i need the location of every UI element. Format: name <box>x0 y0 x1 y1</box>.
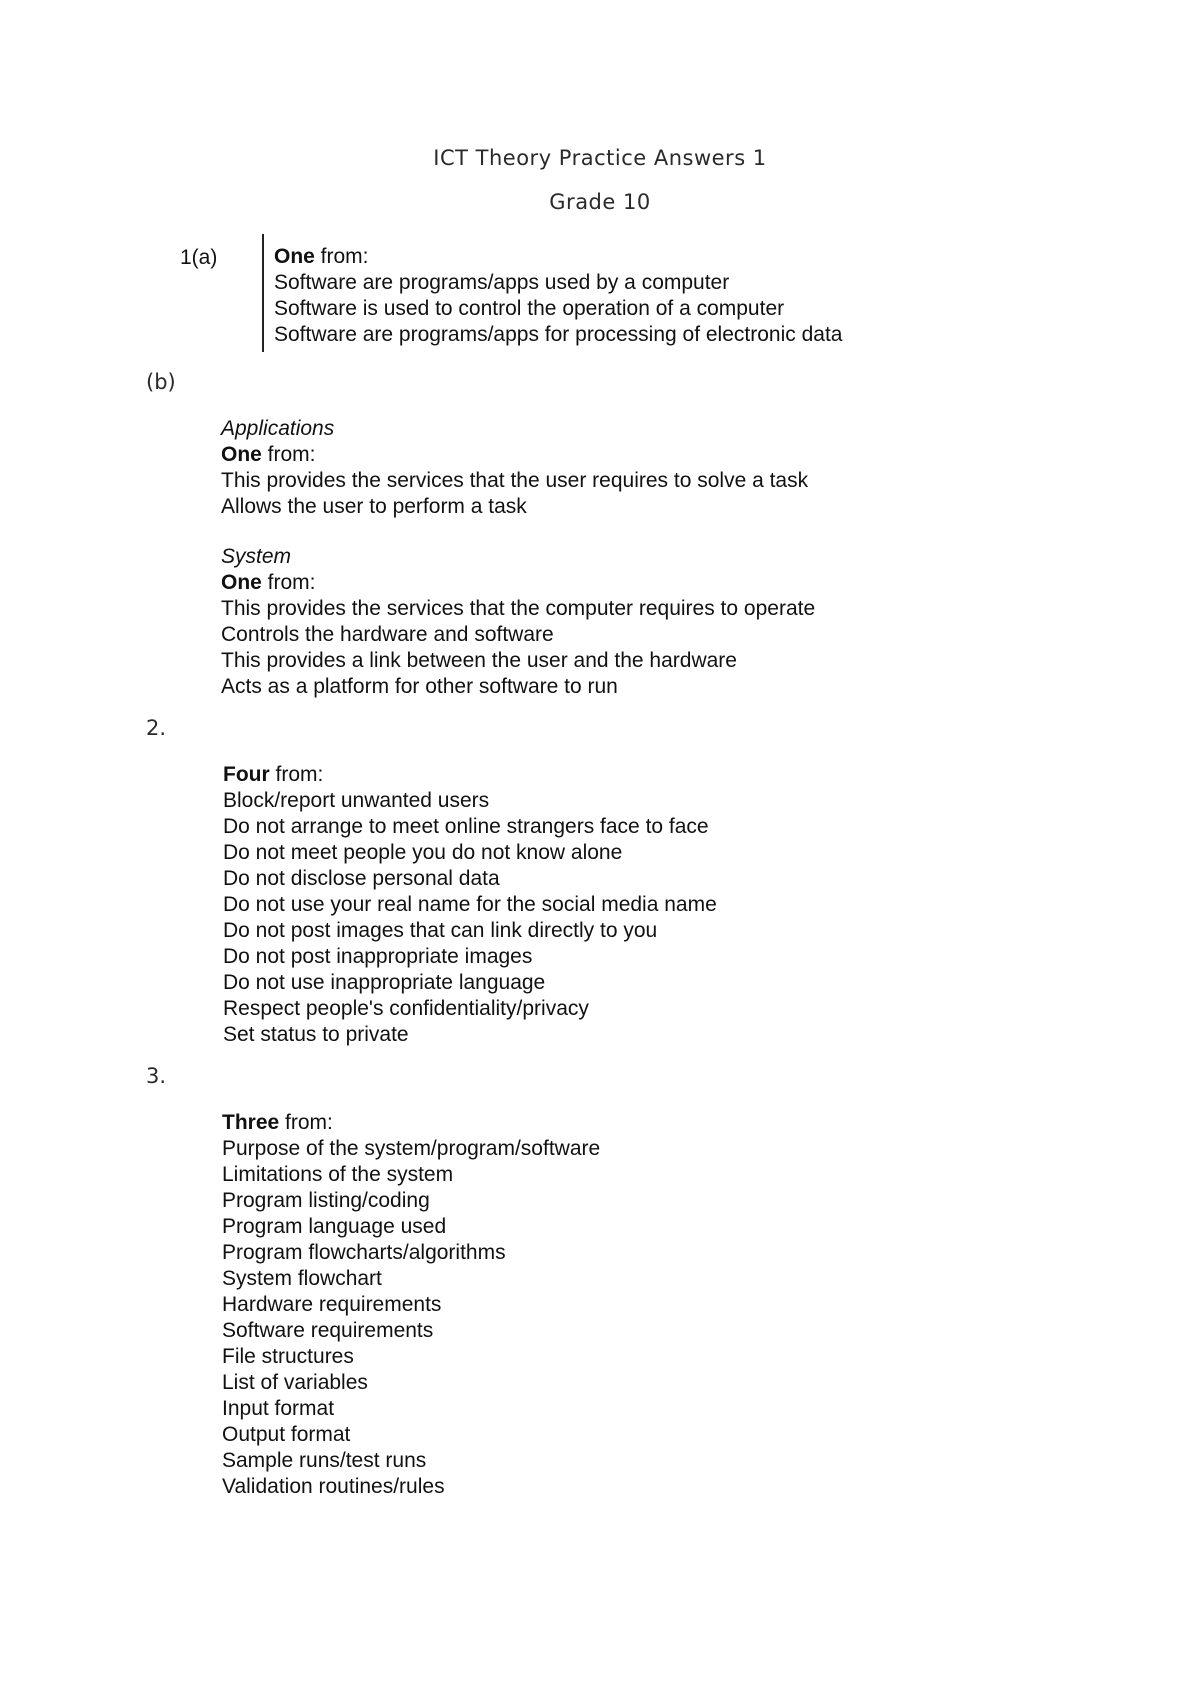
question-1a-answer: Software is used to control the operation of a computer <box>274 297 785 320</box>
question-1a-number: 1(a) <box>180 246 218 269</box>
question-3-answer: Software requirements <box>222 1319 434 1342</box>
question-3-answer: Sample runs/test runs <box>222 1449 427 1472</box>
question-2-answer: Do not post inappropriate images <box>223 945 533 968</box>
question-3-answer: List of variables <box>222 1371 368 1394</box>
question-3-answer: Program flowcharts/algorithms <box>222 1241 506 1264</box>
applications-lead: One from: <box>221 443 316 466</box>
question-3-answer: Output format <box>222 1423 351 1446</box>
question-2-answer: Block/report unwanted users <box>223 789 490 812</box>
question-1a-answer: Software are programs/apps used by a computer <box>274 271 730 294</box>
system-answer: This provides a link between the user and the hardware <box>221 649 737 672</box>
question-3-answer: System flowchart <box>222 1267 382 1290</box>
grade-label: Grade 10 <box>549 190 651 214</box>
document-title: ICT Theory Practice Answers 1 <box>433 146 767 170</box>
question-2-answer: Do not arrange to meet online strangers face to face <box>223 815 709 838</box>
question-3-answer: File structures <box>222 1345 354 1368</box>
question-2-answer: Set status to private <box>223 1023 409 1046</box>
applications-heading: Applications <box>221 417 335 440</box>
question-2-lead: Four from: <box>223 763 324 786</box>
question-2-answer: Do not meet people you do not know alone <box>223 841 623 864</box>
question-3-answer: Program listing/coding <box>222 1189 430 1212</box>
applications-answer: Allows the user to perform a task <box>221 495 527 518</box>
applications-answer: This provides the services that the user requires to solve a task <box>221 469 809 492</box>
question-3-answer: Limitations of the system <box>222 1163 454 1186</box>
question-3-answer: Validation routines/rules <box>222 1475 445 1498</box>
question-3-lead: Three from: <box>222 1111 333 1134</box>
question-1a-answer: Software are programs/apps for processing of electronic data <box>274 323 843 346</box>
system-heading: System <box>221 545 292 568</box>
question-2-answer: Do not post images that can link directly to you <box>223 919 658 942</box>
question-3-number: 3. <box>146 1064 167 1088</box>
question-2-answer: Do not disclose personal data <box>223 867 500 890</box>
question-3-answer: Input format <box>222 1397 335 1420</box>
question-3-answer-block <box>222 1110 600 1500</box>
question-1a-answer-block <box>274 244 842 348</box>
question-3-answer: Program language used <box>222 1215 447 1238</box>
question-3-answer: Purpose of the system/program/software <box>222 1137 601 1160</box>
question-2-answer: Do not use your real name for the social media name <box>223 893 717 916</box>
system-lead: One from: <box>221 571 316 594</box>
question-1a-divider <box>262 234 264 352</box>
question-2-number: 2. <box>146 716 167 740</box>
question-1a-lead: One from: <box>274 245 369 268</box>
question-2-answer-block <box>223 762 717 1048</box>
question-3-answer: Hardware requirements <box>222 1293 442 1316</box>
question-1b-answer-block <box>221 416 815 700</box>
system-answer: Acts as a platform for other software to run <box>221 675 618 698</box>
question-1b-number: (b) <box>146 370 176 394</box>
question-2-answer: Do not use inappropriate language <box>223 971 546 994</box>
system-answer: Controls the hardware and software <box>221 623 554 646</box>
question-2-answer: Respect people's confidentiality/privacy <box>223 997 589 1020</box>
system-answer: This provides the services that the computer requires to operate <box>221 597 816 620</box>
